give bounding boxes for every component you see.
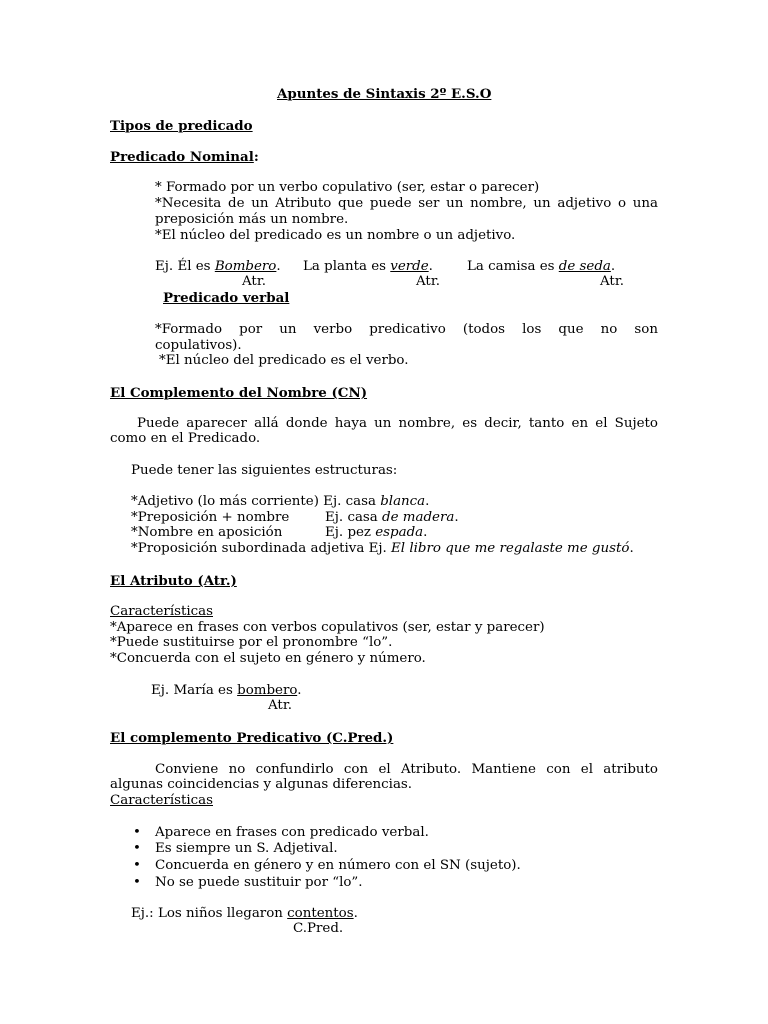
bullet-dot-icon: • <box>133 858 141 873</box>
cn-structure-2-example <box>325 510 459 526</box>
cpred-ex-word: contentos <box>287 906 354 921</box>
section-heading-cpred: El complemento Predicativo (C.Pred.) <box>110 730 394 746</box>
cpred-ex-pre: Ej.: Los niños llegaron <box>131 906 288 921</box>
cpred-bullet-4 <box>133 875 363 891</box>
subheading-predicado-verbal: Predicado verbal <box>163 290 290 306</box>
atr-ex-post: . <box>297 683 302 698</box>
pn-atr-label-2: Atr. <box>416 274 441 289</box>
section-heading-tipos: Tipos de predicado <box>110 118 253 134</box>
pn-example-2 <box>303 259 433 275</box>
section-heading-cn: El Complemento del Nombre (CN) <box>110 385 368 401</box>
cn-s4-dot: . <box>629 541 634 556</box>
cpred-paragraph-line-2: algunas coincidencias y algunas diferencias. <box>110 777 413 792</box>
pn-item-2-line-2: preposición más un nombre. <box>155 212 349 227</box>
cn-s1-dot: . <box>425 494 430 509</box>
cpred-bullet-4-text: No se puede sustituir por “lo”. <box>155 875 363 890</box>
cn-s1-example: blanca <box>380 494 426 509</box>
bullet-dot-icon: • <box>133 825 141 840</box>
pn-atr-label-3: Atr. <box>600 274 625 289</box>
cn-paragraph-line-1: Puede aparecer allá donde haya un nombre, es decir, tanto en el Sujeto <box>137 416 658 431</box>
cpred-example-label: C.Pred. <box>293 921 344 936</box>
atr-ex-word: bombero <box>237 683 298 698</box>
pn-ex2-pre: La planta es <box>303 259 391 274</box>
cpred-example <box>131 906 358 922</box>
pn-item-2-line-1: *Necesita de un Atributo que puede ser un nombre, un adjetivo o una <box>155 196 658 211</box>
cpred-bullet-3 <box>133 858 521 874</box>
cn-structure-1 <box>131 494 429 510</box>
bullet-dot-icon: • <box>133 841 141 856</box>
atr-char-1: *Aparece en frases con verbos copulativos (ser, estar y parecer) <box>110 620 545 635</box>
cn-structure-4 <box>131 541 634 557</box>
atr-char-3: *Concuerda con el sujeto en género y número. <box>110 651 426 666</box>
cn-s4-text: *Proposición subordinada adjetiva Ej. <box>131 541 392 556</box>
pn-item-1: * Formado por un verbo copulativo (ser, estar o parecer) <box>155 180 540 195</box>
cn-s3-example: espada <box>375 525 424 540</box>
pv-item-1-line-2: copulativos). <box>155 338 242 353</box>
pn-atr-label-1: Atr. <box>242 274 267 289</box>
pn-ex3-post: . <box>610 259 616 274</box>
cn-s2-example: de madera <box>382 510 455 525</box>
pn-ex1-post: . <box>276 259 281 274</box>
pn-ex1-attr: Bombero <box>214 259 277 274</box>
cpred-paragraph-line-1: Conviene no confundirlo con el Atributo. Mantiene con el atributo <box>155 762 658 777</box>
cn-structure-3-example <box>325 525 427 541</box>
pn-ex2-post: . <box>428 259 433 274</box>
cpred-bullet-1 <box>133 825 429 841</box>
pv-item-1-line-1: *Formado por un verbo predicativo (todos los que no son <box>155 322 658 337</box>
cn-s2-text: Ej. casa <box>325 510 383 525</box>
pn-item-3: *El núcleo del predicado es un nombre o un adjetivo. <box>155 228 516 243</box>
cpred-bullet-2-text: Es siempre un S. Adjetival. <box>155 841 338 856</box>
document-title: Apuntes de Sintaxis 2º E.S.O <box>277 86 492 102</box>
cpred-bullet-1-text: Aparece en frases con predicado verbal. <box>155 825 429 840</box>
atr-caracteristicas-label: Características <box>110 604 213 619</box>
cpred-bullet-2 <box>133 841 338 857</box>
pn-example-3 <box>467 259 615 275</box>
cpred-caracteristicas-label: Características <box>110 793 213 808</box>
atr-ex-pre: Ej. María es <box>151 683 238 698</box>
pn-example-1 <box>155 259 281 275</box>
pn-ex1-pre: Ej. Él es <box>155 259 215 274</box>
subheading-predicado-nominal <box>110 149 259 166</box>
cn-s1-text: *Adjetivo (lo más corriente) Ej. casa <box>131 494 381 509</box>
cn-s3-dot: . <box>423 525 428 540</box>
atr-char-2: *Puede sustituirse por el pronombre “lo”. <box>110 635 393 650</box>
predicado-nominal-label: Predicado Nominal <box>110 149 254 165</box>
predicado-nominal-colon: : <box>253 149 259 165</box>
cpred-bullet-3-text: Concuerda en género y en número con el SN (sujeto). <box>155 858 521 873</box>
pn-ex3-attr: de seda <box>558 259 611 274</box>
cpred-ex-post: . <box>353 906 358 921</box>
cn-structure-3-label: *Nombre en aposición <box>131 525 283 540</box>
cn-structure-2-label: *Preposición + nombre <box>131 510 290 525</box>
cn-paragraph-line-2: como en el Predicado. <box>110 431 261 446</box>
pn-ex3-pre: La camisa es <box>467 259 559 274</box>
cn-s2-dot: . <box>454 510 459 525</box>
atr-example-label: Atr. <box>268 698 293 713</box>
atr-example <box>151 683 301 699</box>
pv-item-2: *El núcleo del predicado es el verbo. <box>159 353 409 368</box>
cn-s4-example: El libro que me regalaste me gustó <box>391 541 630 556</box>
cn-s3-text: Ej. pez <box>325 525 376 540</box>
bullet-dot-icon: • <box>133 875 141 890</box>
section-heading-atributo: El Atributo (Atr.) <box>110 573 237 589</box>
pn-ex2-attr: verde <box>390 259 429 274</box>
cn-structures-intro: Puede tener las siguientes estructuras: <box>131 463 398 478</box>
